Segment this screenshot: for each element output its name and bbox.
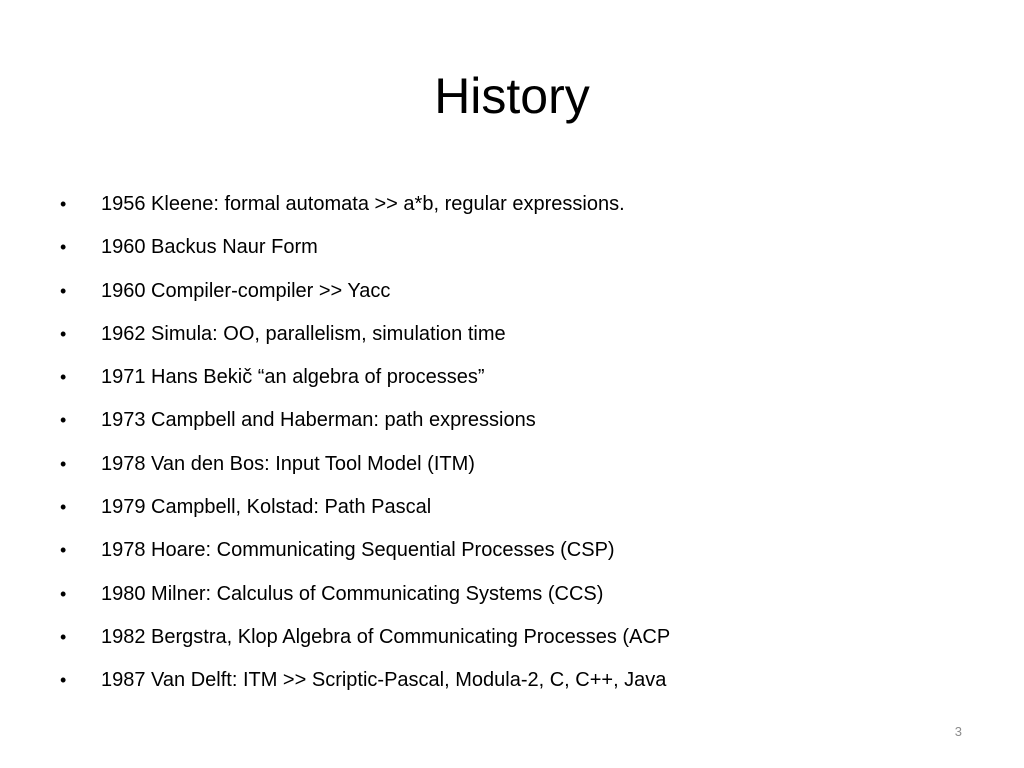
bullet-text: 1982 Bergstra, Klop Algebra of Communicating Processes (ACP <box>101 625 671 648</box>
bullet-item <box>60 228 980 271</box>
bullet-item <box>60 575 980 618</box>
bullet-dot-icon: • <box>60 670 67 691</box>
bullet-item <box>60 618 980 661</box>
bullet-text: 1962 Simula: OO, parallelism, simulation time <box>101 322 506 345</box>
bullet-item <box>60 272 980 315</box>
bullet-dot-icon: • <box>60 323 67 344</box>
bullet-dot-icon: • <box>60 497 67 518</box>
bullet-dot-icon: • <box>60 410 67 431</box>
bullet-text: 1973 Campbell and Haberman: path expressions <box>101 409 536 432</box>
bullet-item <box>60 488 980 531</box>
bullet-dot-icon: • <box>60 367 67 388</box>
bullet-item <box>60 445 980 488</box>
bullet-dot-icon: • <box>60 237 67 258</box>
slide-title: History <box>434 68 590 124</box>
bullet-text: 1960 Compiler-compiler >> Yacc <box>101 279 391 302</box>
bullet-item <box>60 661 980 704</box>
bullet-dot-icon: • <box>60 583 67 604</box>
bullet-list <box>60 185 980 705</box>
bullet-text: 1960 Backus Naur Form <box>101 236 318 259</box>
bullet-text: 1956 Kleene: formal automata >> a*b, regular expressions. <box>101 193 625 215</box>
bullet-text: 1978 Hoare: Communicating Sequential Processes (CSP) <box>101 539 615 562</box>
bullet-item <box>60 315 980 358</box>
bullet-text: 1978 Van den Bos: Input Tool Model (ITM) <box>101 452 475 475</box>
bullet-dot-icon: • <box>60 540 67 561</box>
bullet-item <box>60 401 980 444</box>
bullet-text: 1987 Van Delft: ITM >> Scriptic-Pascal, Modula-2, C, C++, Java <box>101 669 667 692</box>
slide-number: 3 <box>954 724 962 739</box>
bullet-text: 1979 Campbell, Kolstad: Path Pascal <box>101 496 432 519</box>
bullet-item <box>60 358 980 401</box>
bullet-item <box>60 531 980 574</box>
bullet-dot-icon: • <box>60 626 67 647</box>
bullet-item <box>60 185 980 228</box>
bullet-dot-icon: • <box>60 453 67 474</box>
bullet-dot-icon: • <box>60 280 67 301</box>
bullet-text: 1980 Milner: Calculus of Communicating Systems (CCS) <box>101 582 604 605</box>
bullet-text: 1971 Hans Bekič “an algebra of processes” <box>101 366 485 389</box>
bullet-dot-icon: • <box>60 194 67 214</box>
